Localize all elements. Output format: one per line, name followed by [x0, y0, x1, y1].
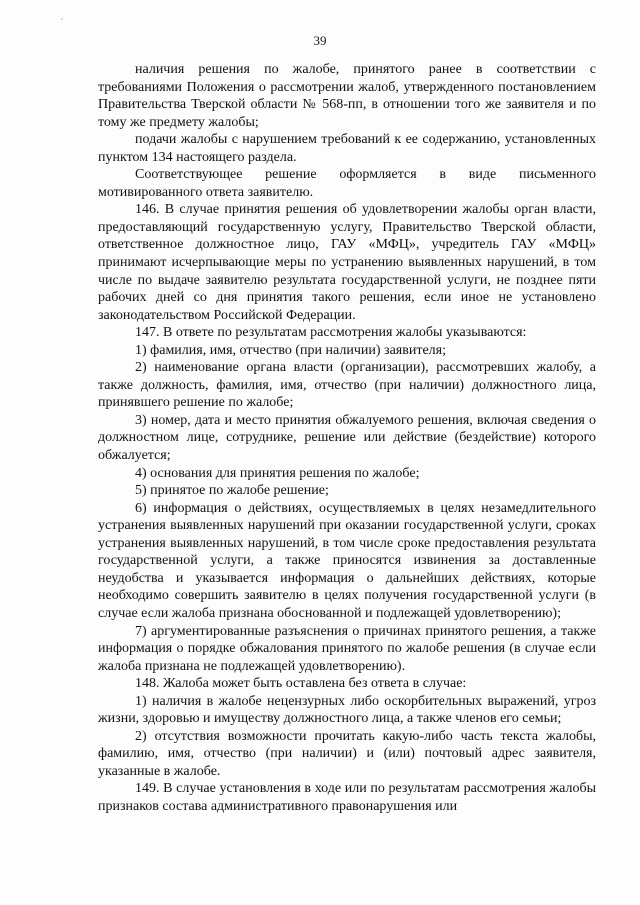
list-item: 5) принятое по жалобе решение;	[135, 483, 329, 499]
list-item: 2) отсутствия возможности прочитать какую-либо часть текста жалобы, фамилию, имя, отчество (при наличии) и (или) почтовый адрес заявителя, указанные в жалобе.	[98, 728, 596, 779]
page-number: 39	[313, 33, 327, 48]
paragraph-clause-147: 147. В ответе по результатам рассмотрения жалобы указываются:	[135, 325, 527, 341]
scan-speck	[61, 18, 63, 20]
paragraph-clause-149: 149. В случае установления в ходе или по результатам рассмотрения жалобы признаков состава административного правонарушения или	[98, 781, 596, 814]
list-item: 7) аргументированные разъяснения о причинах принятого решения, а также информация о порядке обжалования принятого по жалобе решения (в случае если жалоба признана не подлежащей удовлетворению).	[98, 623, 596, 674]
list-item: 2) наименование органа власти (организации), рассмотревших жалобу, а также должность, фамилия, имя, отчество (при наличии) должностного лица, принявшего решение по жалобе;	[98, 360, 596, 411]
paragraph: Соответствующее решение оформляется в виде письменного мотивированного ответа заявителю.	[98, 167, 596, 200]
document-body	[98, 61, 596, 816]
list-item: 1) наличия в жалобе нецензурных либо оскорбительных выражений, угроз жизни, здоровью и имуществу должностного лица, а также членов его семьи;	[98, 693, 596, 727]
list-item: 1) фамилия, имя, отчество (при наличии) заявителя;	[135, 342, 446, 358]
paragraph-clause-146: 146. В случае принятия решения об удовлетворении жалобы орган власти, предоставляющий государственную услугу, Правительство Тверской области, ответственное должностное лицо, ГАУ «МФЦ», учредитель ГАУ «МФЦ» принимают исчерпывающие меры по устранению выявленных нарушений, в том числе по выдаче заявителю результата государственной услуги, не позднее пяти рабочих дней со дня принятия такого решения, если иное не установлено законодательством Российской Федерации.	[98, 202, 596, 323]
list-item: 6) информация о действиях, осуществляемых в целях незамедлительного устранения выявленных нарушений при оказании государственной услуги, сроках устранения выявленных нарушений, в том числе сроке предоставления результата государственной услуги, а также приносятся извинения за доставленные неудобства и указывается информация о дальнейших действиях, которые необходимо совершить заявителю в целях получения государственной услуги (в случае если жалоба признана обоснованной и подлежащей удовлетворению);	[98, 500, 596, 621]
paragraph-clause-148: 148. Жалоба может быть оставлена без ответа в случае:	[135, 676, 467, 692]
list-item: 3) номер, дата и место принятия обжалуемого решения, включая сведения о должностном лице, сотруднике, решение или действие (бездействие) которого обжалуется;	[98, 412, 596, 464]
paragraph: подачи жалобы с нарушением требований к ее содержанию, установленных пунктом 134 настоящего раздела.	[98, 132, 596, 165]
list-item: 4) основания для принятия решения по жалобе;	[135, 465, 420, 481]
paragraph: наличия решения по жалобе, принятого ранее в соответствии с требованиями Положения о рассмотрении жалоб, утвержденного постановлением Правительства Тверской области № 568-пп, в отношении того же заявителя и по тому же предмету жалобы;	[98, 62, 596, 130]
